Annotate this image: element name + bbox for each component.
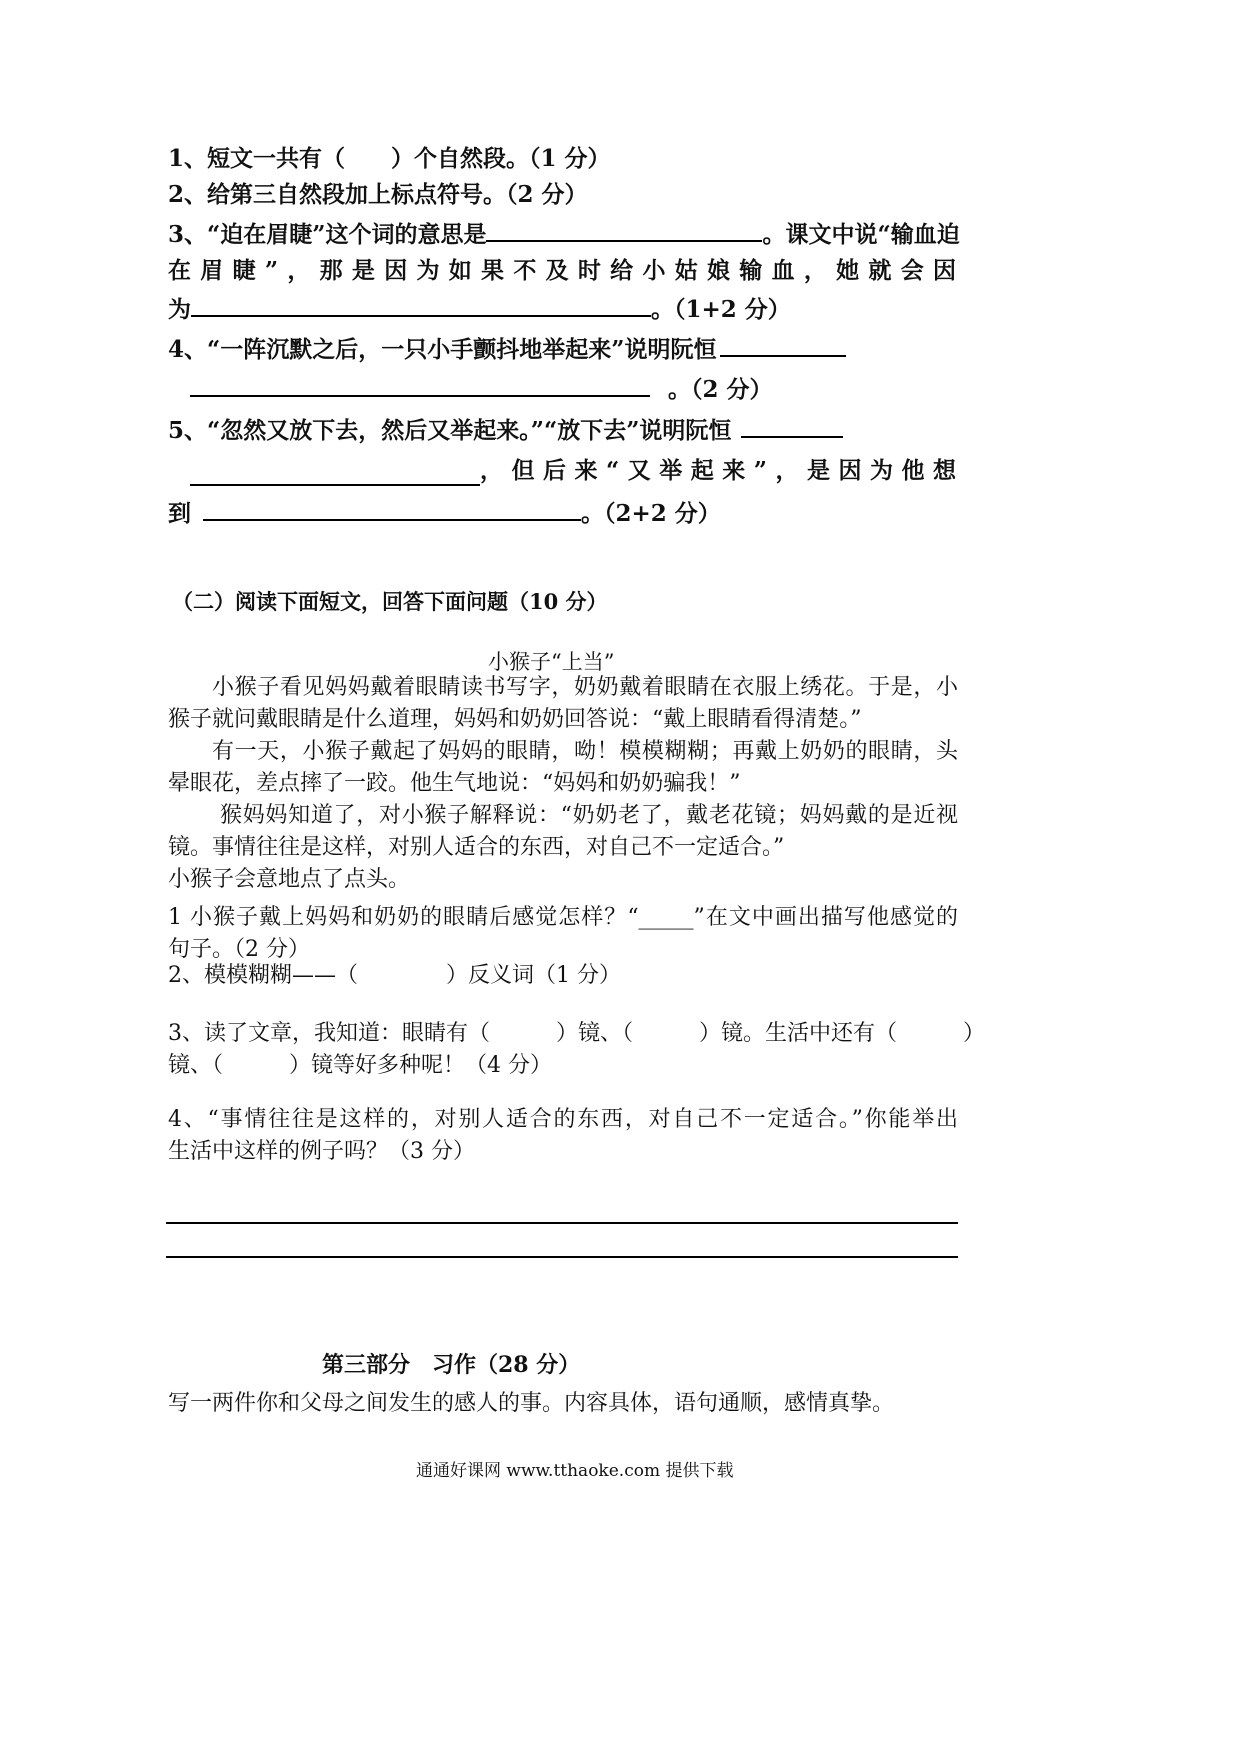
story-line: 晕眼花，差点摔了一跤。他生气地说：“妈妈和奶奶骗我！”: [168, 771, 741, 796]
reading-question-3-line2: 镜、（ ）镜等好多种呢！（4 分）: [168, 1053, 552, 1078]
story-line: 猴子就问戴眼睛是什么道理，妈妈和奶奶回答说：“戴上眼睛看得清楚。”: [168, 707, 862, 732]
section-heading: （二）阅读下面短文，回答下面问题（10 分）: [172, 589, 608, 614]
question-3-line3: [168, 293, 791, 325]
answer-blank[interactable]: [741, 414, 843, 438]
composition-heading: 第三部分 习作（28 分）: [322, 1352, 581, 1378]
question-3-text-d: 为: [168, 296, 191, 323]
question-5-line2: [190, 456, 956, 486]
question-5-text-a: 5、“忽然又放下去，然后又举起来。”“放下去”说明阮恒: [168, 417, 732, 444]
answer-line[interactable]: [166, 1222, 958, 1224]
footer-source: 通通好课网 www.tthaoke.com 提供下载: [416, 1461, 734, 1481]
question-4-line1: [168, 333, 846, 365]
question-3-text-b: 。课文中说“输血迫: [762, 221, 960, 248]
reading-question-1: [168, 902, 958, 966]
story-title: 小猴子“上当”: [488, 650, 615, 674]
answer-line[interactable]: [166, 1256, 958, 1258]
question-5-line3: [168, 497, 721, 529]
question-3-text-e: 。（1+2 分）: [651, 296, 791, 323]
reading-question-1-line2: 句子。（2 分）: [168, 937, 310, 962]
answer-blank[interactable]: [203, 497, 581, 521]
reading-question-3-line1: 3、读了文章，我知道：眼睛有（ ）镜、（ ）镜。生活中还有（ ）: [168, 1021, 985, 1046]
answer-blank[interactable]: [720, 333, 846, 357]
answer-blank[interactable]: [190, 373, 650, 397]
story-line: 小猴子看见妈妈戴着眼睛读书写字，奶奶戴着眼睛在衣服上绣花。于是，小: [212, 675, 958, 700]
question-5-text-c: 到: [168, 500, 191, 527]
story-line: 镜。事情往往是这样，对别人适合的东西，对自己不一定适合。”: [168, 835, 785, 860]
reading-question-3: [168, 1018, 985, 1082]
story-line: 小猴子会意地点了点头。: [168, 867, 411, 892]
answer-blank[interactable]: [486, 218, 762, 242]
question-5-text-b: ，但后来“又举起来”，是因为他想: [480, 457, 956, 484]
question-3-line1: [168, 218, 960, 250]
story-line: 有一天，小猴子戴起了妈妈的眼睛，呦！模模糊糊；再戴上奶奶的眼睛，头: [212, 739, 958, 764]
reading-question-4: [168, 1104, 958, 1168]
question-2: 2、给第三自然段加上标点符号。（2 分）: [168, 181, 588, 208]
question-1: 1、短文一共有（ ）个自然段。（1 分）: [168, 145, 611, 172]
reading-question-4-line1: 4、“事情往往是这样的，对别人适合的东西，对自己不一定适合。”你能举出: [168, 1107, 958, 1132]
question-3-line2: 在眉睫”，那是因为如果不及时给小姑娘输血，她就会因: [168, 257, 956, 284]
story-body: [168, 672, 958, 896]
question-4-line2: [190, 373, 773, 405]
question-4-text-a: 4、“一阵沉默之后，一只小手颤抖地举起来”说明阮恒: [168, 336, 717, 363]
answer-blank[interactable]: [191, 293, 651, 317]
reading-question-1-line1: 1 小猴子戴上妈妈和奶奶的眼睛后感觉怎样？“_____”在文中画出描写他感觉的: [168, 905, 958, 930]
question-5-text-d: 。（2+2 分）: [581, 500, 721, 527]
story-line: 猴妈妈知道了，对小猴子解释说：“奶奶老了，戴老花镜；妈妈戴的是近视: [220, 803, 958, 828]
question-3-text-a: 3、“迫在眉睫”这个词的意思是: [168, 221, 487, 248]
answer-blank[interactable]: [190, 462, 480, 486]
composition-prompt: 写一两件你和父母之间发生的感人的事。内容具体，语句通顺，感情真挚。: [168, 1391, 895, 1416]
reading-question-2: 2、模模糊糊——（ ）反义词（1 分）: [168, 963, 621, 988]
question-4-text-b: 。（2 分）: [668, 376, 773, 403]
reading-question-4-line2: 生活中这样的例子吗？（3 分）: [168, 1139, 475, 1164]
question-5-line1: [168, 414, 843, 446]
